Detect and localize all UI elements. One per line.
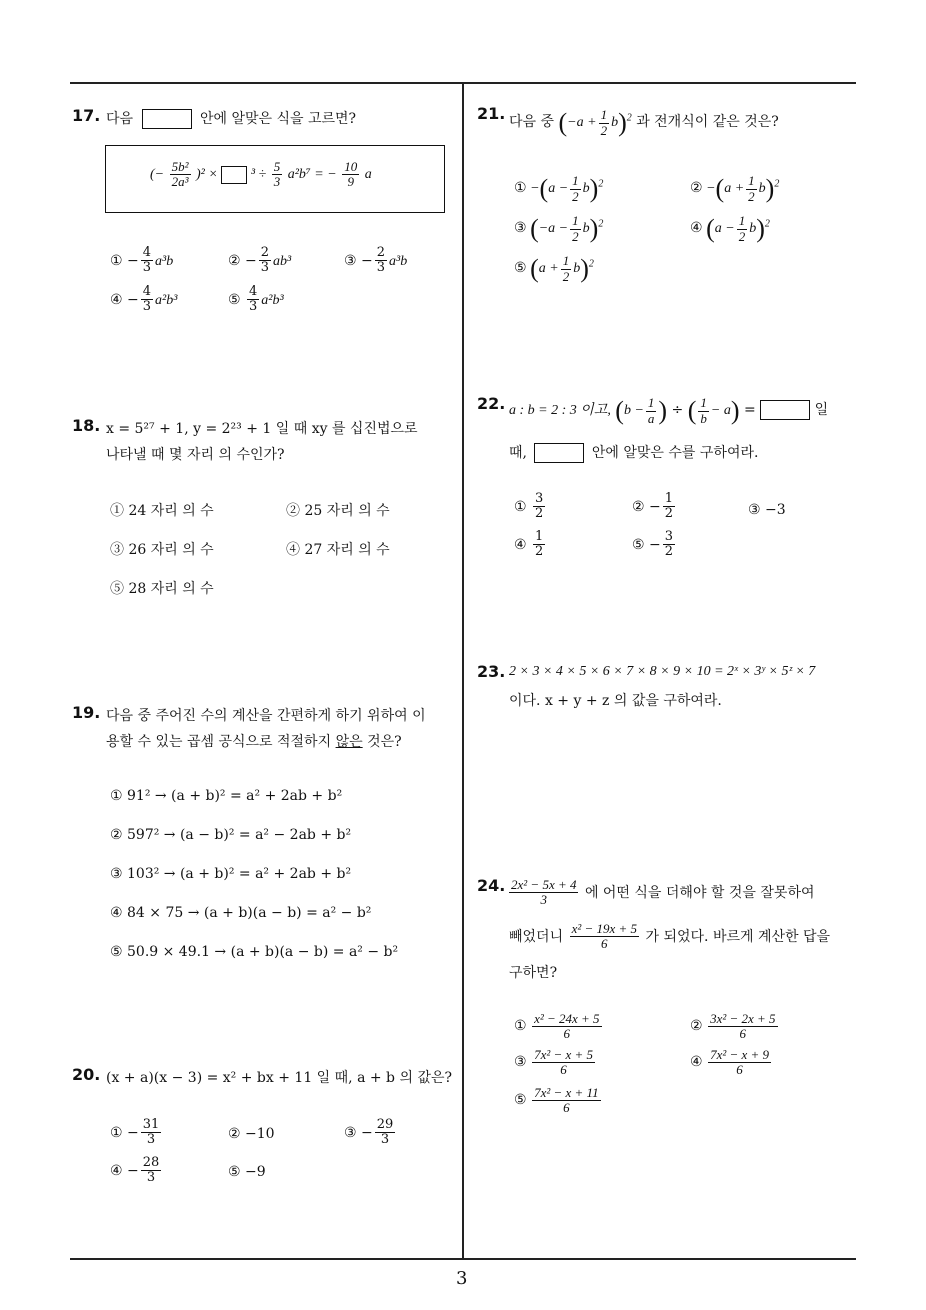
option-3[interactable]: ③ − $\frac{29}{3}$	[344, 1117, 394, 1148]
option-3[interactable]: ③ $\frac{\text{7x² − x + 5}}{6}$	[514, 1047, 594, 1078]
question-prompt	[106, 108, 356, 129]
prompt-text: 안에 알맞은 식을 고르면?	[199, 111, 357, 127]
option-2[interactable]: ② $\frac{\text{3x² − 2x + 5}}{6}$	[690, 1011, 776, 1042]
option-4[interactable]: ④ $\frac{1}{2}$	[514, 529, 544, 560]
option-2[interactable]: ② − $\frac{2}{3}$ ab³	[228, 245, 292, 276]
question-line: 2 × 3 × 4 × 5 × 6 × 7 × 8 × 9 × 10 = 2ˣ × 3ʸ × 5ᶻ × 7	[509, 664, 816, 679]
prompt-text: 다음	[106, 111, 134, 127]
option-4[interactable]: ④ − $\frac{28}{3}$	[110, 1155, 160, 1186]
question-line: 때, 안에 알맞은 수를 구하여라.	[509, 445, 759, 461]
option-2[interactable]: ② 25 자리 의 수	[286, 503, 390, 519]
option-5[interactable]: ⑤ (a + $\frac{1}{2}$ b)$^2$	[514, 253, 594, 284]
option-4[interactable]: ④ − $\frac{4}{3}$ a²b³	[110, 284, 178, 315]
option-5[interactable]: ⑤ $\frac{\text{7x² − x + 11}}{6}$	[514, 1085, 599, 1116]
option-4[interactable]: ④ 27 자리 의 수	[286, 542, 390, 558]
option-5[interactable]: ⑤ 28 자리 의 수	[110, 581, 214, 597]
option-1[interactable]: ① − $\frac{31}{3}$	[110, 1117, 160, 1148]
question-line: (x + a)(x − 3) = x² + bx + 11 일 때, a + b 의 값은?	[106, 1070, 452, 1086]
answer-blank	[142, 109, 192, 129]
option-3[interactable]: ③ −3	[748, 502, 786, 518]
answer-blank	[221, 166, 247, 184]
question-line: 나타낼 때 몇 자리 의 수인가?	[106, 447, 285, 463]
question-number: 20.	[72, 1065, 101, 1084]
option-2[interactable]: ② −(a + $\frac{1}{2}$ b)$^2$	[690, 173, 780, 204]
bottom-rule	[70, 1258, 856, 1260]
option-2[interactable]: ② −10	[228, 1126, 275, 1142]
option-1[interactable]: ① 24 자리 의 수	[110, 503, 214, 519]
question-line: a : b = 2 : 3 이고, (b − $\frac{1}{a}$ ) ÷ ( $\frac{1}{b}$ − a) = 일	[509, 395, 829, 426]
option-1[interactable]: ① −(a − $\frac{1}{2}$ b)$^2$	[514, 173, 604, 204]
question-number: 24.	[477, 876, 506, 895]
question-number: 22.	[477, 394, 506, 413]
question-number: 21.	[477, 104, 506, 123]
question-prompt: 다음 중 (−a + $\frac{1}{2}$ b)$^2$ 과 전개식이 같은 것은?	[509, 107, 779, 138]
question-number: 19.	[72, 703, 101, 722]
option-1[interactable]: ① $\frac{\text{x² − 24x + 5}}{6}$	[514, 1011, 600, 1042]
option-3[interactable]: ③ 103² → (a + b)² = a² + 2ab + b²	[110, 866, 352, 882]
option-5[interactable]: ⑤ −9	[228, 1164, 266, 1180]
question-number: 18.	[72, 416, 101, 435]
option-2[interactable]: ② 597² → (a − b)² = a² − 2ab + b²	[110, 827, 352, 843]
option-5[interactable]: ⑤ $\frac{4}{3}$ a²b³	[228, 284, 284, 315]
question-line: 이다. x + y + z 의 값을 구하여라.	[509, 693, 722, 709]
option-3[interactable]: ③ − $\frac{2}{3}$ a³b	[344, 245, 408, 276]
column-divider	[462, 82, 464, 1260]
option-1[interactable]: ① 91² → (a + b)² = a² + 2ab + b²	[110, 788, 343, 804]
question-line: 다음 중 주어진 수의 계산을 간편하게 하기 위하여 이	[106, 708, 426, 724]
question-number: 23.	[477, 662, 506, 681]
answer-blank	[534, 443, 584, 463]
question-number: 17.	[72, 106, 101, 125]
question-line: 용할 수 있는 곱셈 공식으로 적절하지 않은 것은?	[106, 734, 402, 750]
option-4[interactable]: ④ (a − $\frac{1}{2}$ b)$^2$	[690, 213, 770, 244]
option-2[interactable]: ② − $\frac{1}{2}$	[632, 491, 674, 522]
page-number: 3	[456, 1268, 468, 1289]
option-4[interactable]: ④ $\frac{\text{7x² − x + 9}}{6}$	[690, 1047, 770, 1078]
question-line: x = 5²⁷ + 1, y = 2²³ + 1 일 때 xy 를 십진법으로	[106, 421, 418, 437]
emphasis-underline: 않은	[335, 734, 363, 750]
option-1[interactable]: ① − $\frac{4}{3}$ a³b	[110, 245, 174, 276]
option-5[interactable]: ⑤ − $\frac{3}{2}$	[632, 529, 674, 560]
answer-blank	[760, 400, 810, 420]
question-line: 빼었더니 $\frac{\text{x² − 19x + 5}}{6}$ 가 되었다. 바르게 계산한 답을	[509, 921, 831, 952]
option-5[interactable]: ⑤ 50.9 × 49.1 → (a + b)(a − b) = a² − b²	[110, 944, 399, 960]
option-1[interactable]: ① $\frac{3}{2}$	[514, 491, 544, 522]
option-4[interactable]: ④ 84 × 75 → (a + b)(a − b) = a² − b²	[110, 905, 372, 921]
option-3[interactable]: ③ 26 자리 의 수	[110, 542, 214, 558]
question-line: $\frac{\text{2x² − 5x + 4}}{3}$ 에 어떤 식을 더해야 할 것을 잘못하여	[511, 877, 815, 908]
option-3[interactable]: ③ (−a − $\frac{1}{2}$ b)$^2$	[514, 213, 604, 244]
question-line: 구하면?	[509, 965, 558, 981]
boxed-equation: (− $\frac{\text{5b²}}{\text{2a³}}$ )² × ³ ÷ $\frac{5}{3}$ a²b⁷ = − $\frac{10}{9}$ a	[150, 159, 372, 190]
